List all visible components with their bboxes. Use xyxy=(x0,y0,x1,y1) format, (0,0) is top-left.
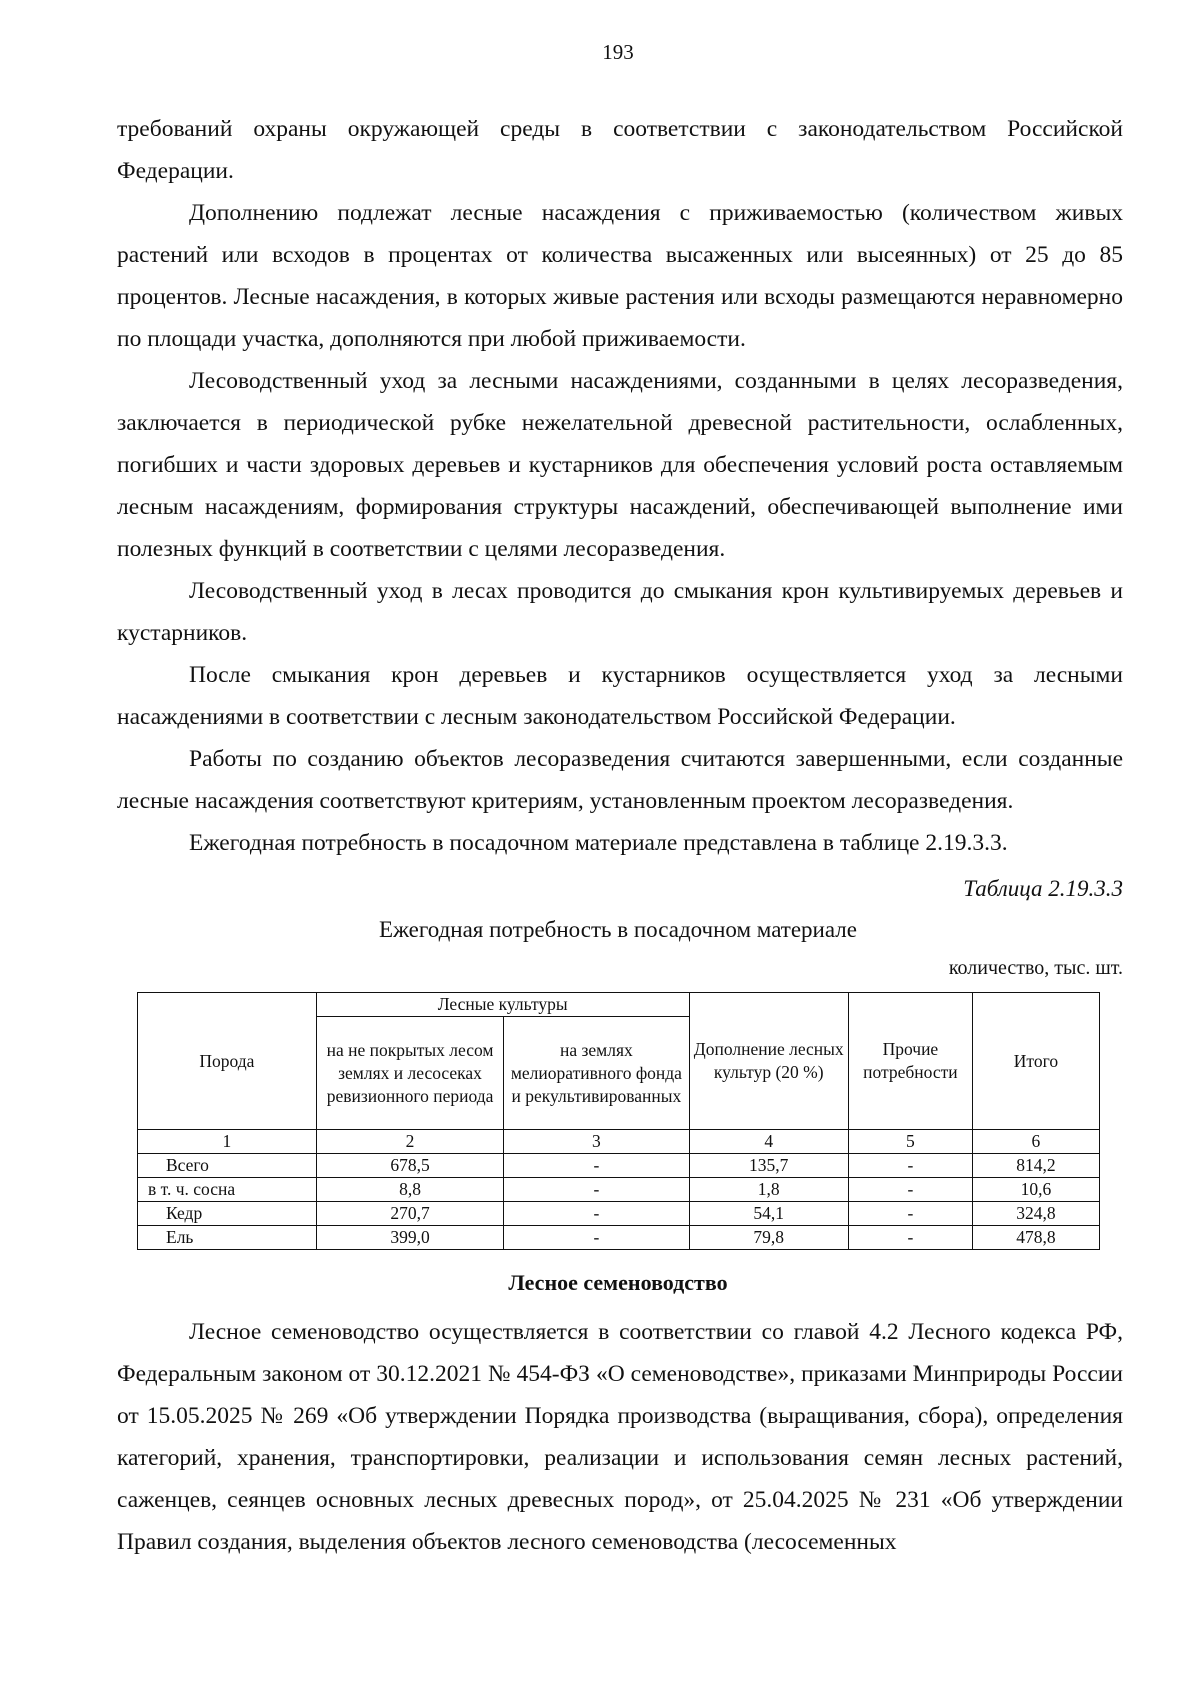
cell-other: - xyxy=(848,1154,972,1178)
cell-total: 478,8 xyxy=(972,1226,1099,1250)
column-number: 2 xyxy=(316,1130,503,1154)
column-number-row xyxy=(138,1130,1100,1154)
cell-not-covered: 270,7 xyxy=(316,1202,503,1226)
paragraph: Лесоводственный уход в лесах проводится до смыкания крон культивируемых деревьев и кустарников. xyxy=(117,578,1123,646)
column-number: 4 xyxy=(689,1130,848,1154)
page-number: 193 xyxy=(602,40,634,64)
table-header-row xyxy=(138,993,1100,1017)
paragraph: После смыкания крон деревьев и кустарников осуществляется уход за лесными насаждениями в соответствии с лесным законодательством Российской Федерации. xyxy=(117,662,1123,730)
table-row xyxy=(138,1178,1100,1202)
header-forest-crops: Лесные культуры xyxy=(316,993,689,1017)
table-units: количество, тыс. шт. xyxy=(948,957,1123,979)
section-heading: Лесное семеноводство xyxy=(508,1270,728,1295)
cell-reclamation: - xyxy=(504,1178,689,1202)
cell-total: 10,6 xyxy=(972,1178,1099,1202)
cell-supplement: 135,7 xyxy=(689,1154,848,1178)
column-number: 1 xyxy=(138,1130,317,1154)
cell-species: Кедр xyxy=(138,1202,317,1226)
cell-other: - xyxy=(848,1226,972,1250)
paragraph: Лесоводственный уход за лесными насаждениями, созданными в целях лесоразведения, заключается в периодической рубке нежелательной древесной растительности, ослабленных, погибших и части здоровых деревьев и кустарников для обеспечения условий роста оставляемым лесным насаждениям, формирования структуры насаждений, обеспечивающей выполнение ими полезных функций в соответствии с целями лесоразведения. xyxy=(117,368,1123,562)
paragraph: требований охраны окружающей среды в соответствии с законодательством Российской Федерации. xyxy=(117,116,1123,184)
section-text xyxy=(117,1311,1123,1563)
cell-supplement: 1,8 xyxy=(689,1178,848,1202)
header-supplement: Дополнение лесных культур (20 %) xyxy=(689,993,848,1130)
cell-species: Ель xyxy=(138,1226,317,1250)
planting-material-table xyxy=(137,992,1100,1250)
cell-other: - xyxy=(848,1178,972,1202)
cell-reclamation: - xyxy=(504,1202,689,1226)
table-row xyxy=(138,1202,1100,1226)
paragraph: Работы по созданию объектов лесоразведения считаются завершенными, если созданные лесные насаждения соответствуют критериям, установленным проектом лесоразведения. xyxy=(117,746,1123,814)
cell-total: 814,2 xyxy=(972,1154,1099,1178)
table-caption: Таблица 2.19.3.3 xyxy=(963,876,1123,901)
cell-not-covered: 8,8 xyxy=(316,1178,503,1202)
cell-total: 324,8 xyxy=(972,1202,1099,1226)
header-species: Порода xyxy=(138,993,317,1130)
cell-not-covered: 399,0 xyxy=(316,1226,503,1250)
cell-species: Всего xyxy=(138,1154,317,1178)
header-total: Итого xyxy=(972,993,1099,1130)
paragraph: Лесное семеноводство осуществляется в соответствии со главой 4.2 Лесного кодекса РФ, Федеральным законом от 30.12.2021 № 454-ФЗ «О семеноводстве», приказами Минприроды России от 15.05.2025 № 269 «Об утверждении Порядка производства (выращивания, сбора), определения категорий, хранения, транспортировки, реализации и использования семян лесных растений, саженцев, сеянцев основных лесных древесных пород», от 25.04.2025 № 231 «Об утверждении Правил создания, выделения объектов лесного семеноводства (лесосеменных xyxy=(117,1319,1123,1555)
cell-reclamation: - xyxy=(504,1154,689,1178)
table-row xyxy=(138,1154,1100,1178)
table-row xyxy=(138,1226,1100,1250)
column-number: 6 xyxy=(972,1130,1099,1154)
table-title: Ежегодная потребность в посадочном материале xyxy=(379,917,857,942)
body-text xyxy=(117,108,1123,864)
cell-other: - xyxy=(848,1202,972,1226)
cell-not-covered: 678,5 xyxy=(316,1154,503,1178)
header-other: Прочие потребности xyxy=(848,993,972,1130)
paragraph: Дополнению подлежат лесные насаждения с приживаемостью (количеством живых растений или всходов в процентах от количества высаженных или высеянных) от 25 до 85 процентов. Лесные насаждения, в которых живые растения или всходы размещаются неравномерно по площади участка, дополняются при любой приживаемости. xyxy=(117,200,1123,352)
cell-reclamation: - xyxy=(504,1226,689,1250)
cell-species: в т. ч. сосна xyxy=(138,1178,317,1202)
column-number: 5 xyxy=(848,1130,972,1154)
header-reclamation: на землях мелиоративного фонда и рекультивированных xyxy=(504,1017,689,1130)
paragraph: Ежегодная потребность в посадочном материале представлена в таблице 2.19.3.3. xyxy=(189,830,1008,856)
column-number: 3 xyxy=(504,1130,689,1154)
header-not-covered: на не покрытых лесом землях и лесосеках ревизионного периода xyxy=(316,1017,503,1130)
cell-supplement: 79,8 xyxy=(689,1226,848,1250)
cell-supplement: 54,1 xyxy=(689,1202,848,1226)
